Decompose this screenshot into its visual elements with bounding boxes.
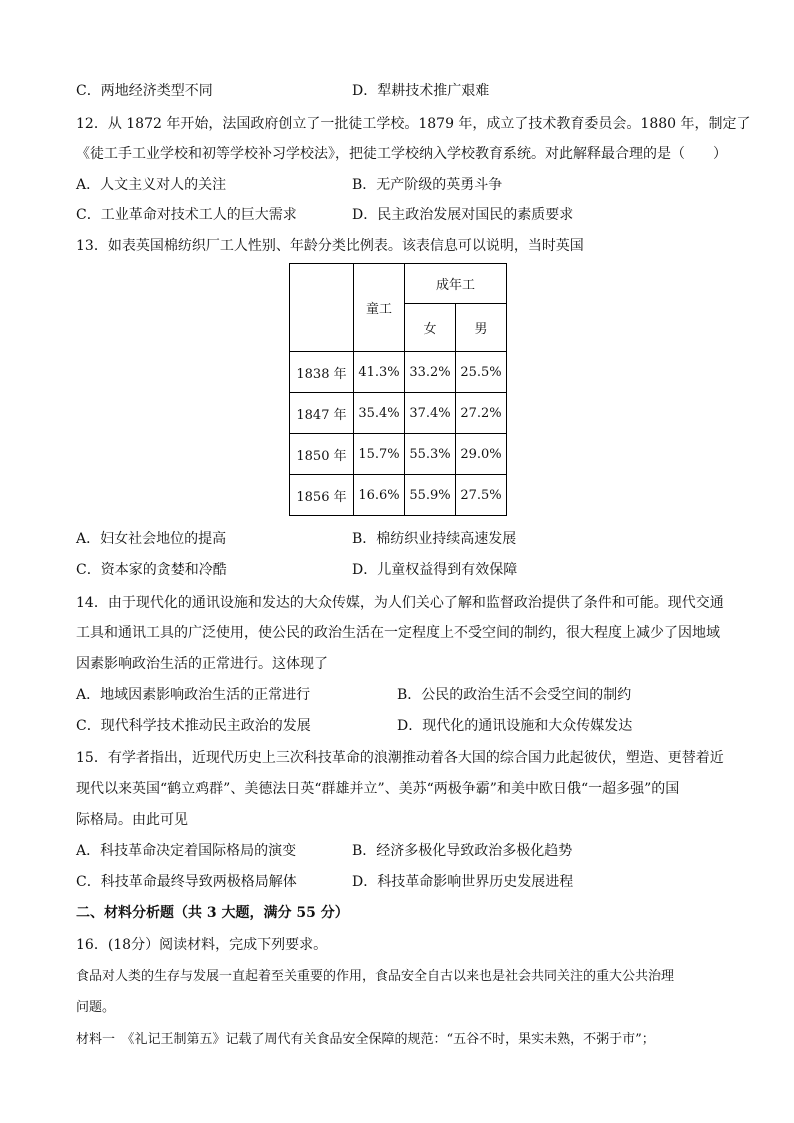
q11-options-cd	[76, 81, 736, 101]
table-cell-male: 29.0%	[456, 434, 507, 475]
q16-material1: 材料一 《礼记王制第五》记载了周代有关食品安全保障的规范：“五谷不时，果实未熟，不粥于市”；	[76, 1032, 655, 1047]
table-corner-cell	[290, 264, 354, 352]
q12-stem-line2: 《徒工手工业学校和初等学校补习学校法》，把徒工学校纳入学校教育系统。对此解释最合理的是（ ）	[76, 146, 727, 162]
q14-option-a: A．地域因素影响政治生活的正常进行	[76, 687, 311, 703]
q15-options-cd	[76, 872, 736, 892]
q13-option-d: D．儿童权益得到有效保障	[352, 562, 518, 578]
q12-options-cd	[76, 205, 736, 225]
table-header-adult: 成年工	[405, 264, 507, 304]
q15-option-b: B．经济多极化导致政治多极化趋势	[352, 843, 573, 859]
section2-title: 二、材料分析题（共 3 大题，满分 55 分）	[76, 905, 349, 921]
q13-option-c: C．资本家的贪婪和冷酷	[76, 562, 227, 578]
table-cell-year: 1850 年	[290, 434, 354, 475]
q13-worker-table	[289, 263, 507, 516]
q14-stem-line1: 14．由于现代化的通讯设施和发达的大众传媒，为人们关心了解和监督政治提供了条件和可能。现代交通	[76, 595, 724, 611]
q14-stem-line2: 工具和通讯工具的广泛使用，使公民的政治生活在一定程度上不受空间的制约，很大程度上减少了因地域	[76, 625, 720, 641]
q13-options-ab	[76, 529, 736, 549]
q14-option-d: D．现代化的通讯设施和大众传媒发达	[397, 718, 633, 734]
q11-option-d: D．犁耕技术推广艰难	[352, 83, 490, 99]
q15-stem-line2: 现代以来英国“鹤立鸡群”、美德法日英“群雄并立”、美苏“两极争霸”和美中欧日俄“一超多强”的国	[76, 781, 680, 797]
table-cell-child: 15.7%	[354, 434, 405, 475]
q14-option-c: C．现代科学技术推动民主政治的发展	[76, 718, 311, 734]
q13-stem: 13．如表英国棉纺织厂工人性别、年龄分类比例表。该表信息可以说明，当时英国	[76, 238, 584, 254]
q14-option-b: B．公民的政治生活不会受空间的制约	[397, 687, 632, 703]
q13-option-b: B．棉纺织业持续高速发展	[352, 531, 517, 547]
table-header-female: 女	[405, 304, 456, 352]
table-header-child: 童工	[354, 264, 405, 352]
q14-stem-line3: 因素影响政治生活的正常进行。这体现了	[76, 656, 328, 672]
table-cell-year: 1838 年	[290, 352, 354, 393]
table-row	[290, 475, 507, 516]
q15-option-d: D．科技革命影响世界历史发展进程	[352, 874, 574, 890]
table-cell-male: 25.5%	[456, 352, 507, 393]
q16-intro-line1: 食品对人类的生存与发展一直起着至关重要的作用，食品安全自古以来也是社会共同关注的重大公共治理	[76, 969, 675, 984]
q12-option-d: D．民主政治发展对国民的素质要求	[352, 207, 574, 223]
table-header-male: 男	[456, 304, 507, 352]
q15-stem-line1: 15．有学者指出，近现代历史上三次科技革命的浪潮推动着各大国的综合国力此起彼伏，塑造、更替着近	[76, 750, 724, 766]
q15-options-ab	[76, 841, 736, 861]
q12-stem-line1: 12．从 1872 年开始，法国政府创立了一批徒工学校。1879 年，成立了技术教育委员会。1880 年，制定了	[76, 116, 751, 132]
q11-option-c: C．两地经济类型不同	[76, 83, 213, 99]
q15-option-c: C．科技革命最终导致两极格局解体	[76, 874, 297, 890]
q12-option-b: B．无产阶级的英勇斗争	[352, 177, 503, 193]
q12-option-a: A．人文主义对人的关注	[76, 177, 227, 193]
q14-options-cd	[76, 716, 736, 736]
q16-stem: 16．(18分）阅读材料，完成下列要求。	[76, 937, 328, 953]
q15-option-a: A．科技革命决定着国际格局的演变	[76, 843, 297, 859]
q14-options-ab	[76, 685, 736, 705]
table-cell-child: 35.4%	[354, 393, 405, 434]
table-cell-male: 27.5%	[456, 475, 507, 516]
table-cell-female: 37.4%	[405, 393, 456, 434]
table-cell-female: 33.2%	[405, 352, 456, 393]
table-cell-year: 1856 年	[290, 475, 354, 516]
q12-options-ab	[76, 175, 736, 195]
table-row	[290, 393, 507, 434]
table-cell-child: 41.3%	[354, 352, 405, 393]
table-row	[290, 352, 507, 393]
q16-intro-line2: 问题。	[76, 1000, 116, 1015]
q13-option-a: A．妇女社会地位的提高	[76, 531, 227, 547]
q12-option-c: C．工业革命对技术工人的巨大需求	[76, 207, 297, 223]
table-row	[290, 434, 507, 475]
q15-stem-line3: 际格局。由此可见	[76, 812, 188, 828]
table-cell-male: 27.2%	[456, 393, 507, 434]
q13-options-cd	[76, 560, 736, 580]
table-cell-female: 55.9%	[405, 475, 456, 516]
table-cell-female: 55.3%	[405, 434, 456, 475]
table-cell-year: 1847 年	[290, 393, 354, 434]
table-cell-child: 16.6%	[354, 475, 405, 516]
